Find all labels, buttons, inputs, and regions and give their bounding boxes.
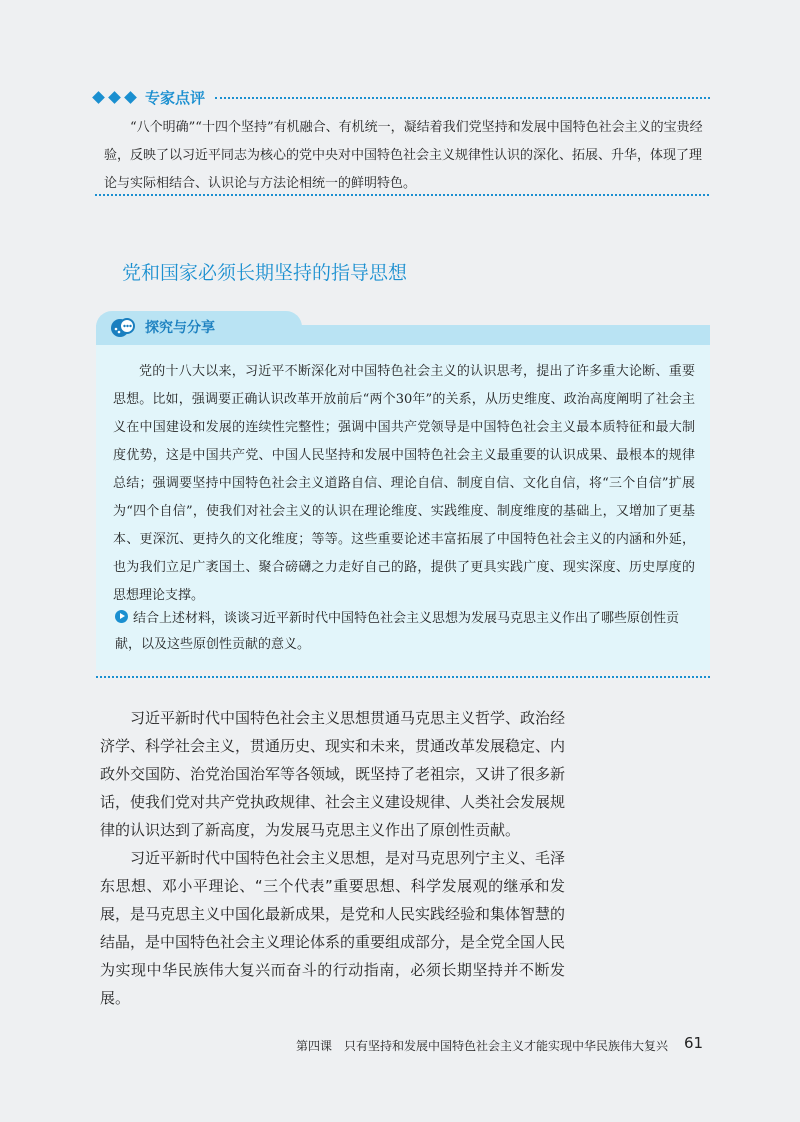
explore-share-title: 探究与分享 (145, 320, 215, 336)
diamond-icons (92, 93, 137, 102)
diamond-icon (108, 91, 121, 104)
expert-comment-section (92, 84, 710, 198)
diamond-icon (92, 91, 105, 104)
body-paragraph: 习近平新时代中国特色社会主义思想，是对马克思列宁主义、毛泽东思想、邓小平理论、“三个代表”重要思想、科学发展观的继承和发展，是马克思主义中国化最新成果，是党和人民实践经验和集体智慧的结晶，是中国特色社会主义理论体系的重要组成部分，是全党全国人民为实现中华民族伟大复兴而奋斗的行动指南，必须长期坚持并不断发展。 (100, 849, 566, 1007)
explore-share-body: 党的十八大以来，习近平不断深化对中国特色社会主义的认识思考，提出了许多重大论断、重要思想。比如，强调要正确认识改革开放前后“两个30年”的关系，从历史维度、政治高度阐明了社会主义在中国建设和发展的连续性完整性；强调中国共产党领导是中国特色社会主义最本质特征和最大制度优势，这是中国共产党、中国人民坚持和发展中国特色社会主义最重要的认识成果、最根本的规律总结；强调要坚持中国特色社会主义道路自信、理论自信、制度自信、文化自信，将“三个自信”扩展为“四个自信”，使我们对社会主义的认识在理论维度、实践维度、制度维度的基础上，又增加了更基本、更深沉、更持久的文化维度；等等。这些重要论述丰富拓展了中国特色社会主义的内涵和外延，也为我们立足广袤国土、聚合磅礴之力走好自己的路，提供了更具实践广度、现实深度、历史厚度的思想理论支撑。 (113, 364, 695, 603)
main-body-text (100, 704, 565, 1012)
expert-comment-body: “八个明确”“十四个坚持”有机融合、有机统一，凝结着我们党坚持和发展中国特色社会主义的宝贵经验，反映了以习近平同志为核心的党中央对中国特色社会主义规律性认识的深化、拓展、升华，体现了理论与实际相结合、认识论与方法论相统一的鲜明特色。 (104, 120, 703, 191)
discussion-bubbles-icon (110, 315, 136, 341)
body-paragraph: 习近平新时代中国特色社会主义思想贯通马克思主义哲学、政治经济学、科学社会主义，贯通历史、现实和未来，贯通改革发展稳定、内政外交国防、治党治国治军等各领域，既坚持了老祖宗，又讲了很多新话，使我们党对共产党执政规律、社会主义建设规律、人类社会发展规律的认识达到了新高度，为发展马克思主义作出了原创性贡献。 (100, 709, 566, 839)
dotted-divider (95, 194, 709, 196)
expert-comment-title: 专家点评 (145, 88, 206, 107)
dotted-divider (215, 97, 710, 99)
chapter-footer: 第四课 只有坚持和发展中国特色社会主义才能实现中华民族伟大复兴 (296, 1039, 669, 1053)
section-title: 党和国家必须长期坚持的指导思想 (122, 262, 408, 284)
page-number: 61 (684, 1034, 704, 1052)
play-circle-icon (115, 610, 128, 623)
discussion-question-text: 结合上述材料，谈谈习近平新时代中国特色社会主义思想为发展马克思主义作出了哪些原创性贡献，以及这些原创性贡献的意义。 (115, 611, 680, 652)
dotted-divider (96, 676, 710, 678)
diamond-icon (124, 91, 137, 104)
expert-comment-header (92, 84, 710, 110)
discussion-question (115, 606, 697, 658)
